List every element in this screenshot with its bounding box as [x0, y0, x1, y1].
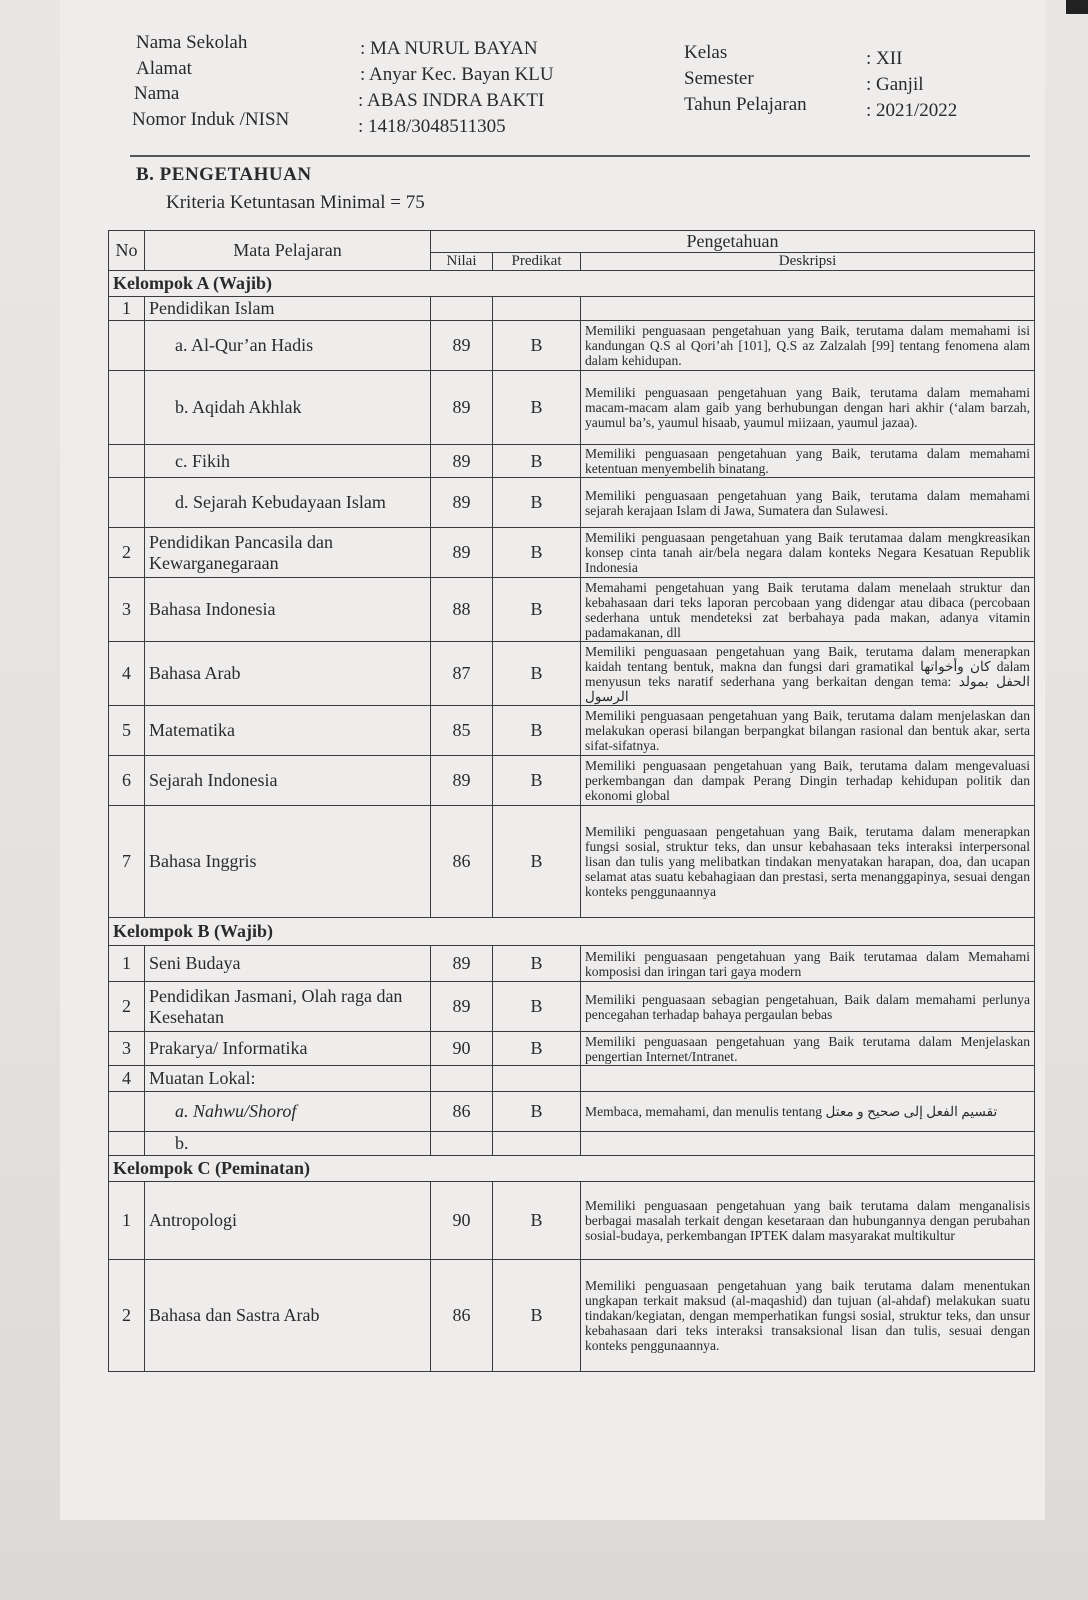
- description: Memiliki penguasaan pengetahuan yang Baik, terutama dalam memahami sejarah kerajaan Islam di Jawa, Sumatera dan Sulawesi.: [581, 478, 1035, 528]
- subject-name: Muatan Lokal:: [145, 1066, 431, 1092]
- row-number: 7: [109, 806, 145, 918]
- group-c-title: Kelompok C (Peminatan): [109, 1156, 1035, 1182]
- nisn-label: Nomor Induk /NISN: [132, 109, 290, 130]
- no-header: No: [109, 231, 145, 271]
- description-header: Deskripsi: [581, 253, 1035, 271]
- subject-name: a. Al-Qur’an Hadis: [145, 321, 431, 371]
- table-header-row: [109, 231, 1035, 253]
- score: 85: [431, 706, 493, 756]
- table-row: [109, 1132, 1035, 1156]
- table-row: [109, 642, 1035, 706]
- table-row: [109, 297, 1035, 321]
- row-number: 5: [109, 706, 145, 756]
- grade: B: [493, 1032, 581, 1066]
- group-row: [109, 918, 1035, 946]
- score: 89: [431, 321, 493, 371]
- description: Memiliki penguasaan pengetahuan yang Baik terutamaa dalam mengkreasikan konsep cinta tanah air/bela negara dalam konteks Negara Kesatuan Republik Indonesia: [581, 528, 1035, 578]
- group-a-title: Kelompok A (Wajib): [109, 271, 1035, 297]
- grade: B: [493, 982, 581, 1032]
- score-header: Nilai: [431, 253, 493, 271]
- subject-name: Pendidikan Islam: [145, 297, 431, 321]
- score: 86: [431, 1092, 493, 1132]
- school-year-value: : 2021/2022: [866, 100, 958, 121]
- class-value: : XII: [866, 48, 903, 69]
- group-row: [109, 1156, 1035, 1182]
- minimum-passing-criteria: Kriteria Ketuntasan Minimal = 75: [166, 192, 425, 213]
- subject-name: Pendidikan Pancasila dan Kewarganegaraan: [145, 528, 431, 578]
- row-number: 6: [109, 756, 145, 806]
- knowledge-grades-table: [108, 230, 1035, 1372]
- description: Memiliki penguasaan pengetahuan yang Baik, terutama dalam mengevaluasi perkembangan dan dampak Perang Dingin terhadap kehidupan politik dan ekonomi global: [581, 756, 1035, 806]
- school-year-label: Tahun Pelajaran: [684, 94, 807, 115]
- nisn-value: : 1418/3048511305: [358, 116, 506, 137]
- grade: B: [493, 806, 581, 918]
- table-row: [109, 478, 1035, 528]
- row-number: 2: [109, 982, 145, 1032]
- description: Memiliki penguasaan pengetahuan yang Baik, terutama dalam memahami isi kandungan Q.S al Qori’ah [101], Q.S az Zalzalah [99] tentang fenomena alam dalam kehidupan.: [581, 321, 1035, 371]
- subject-name: d. Sejarah Kebudayaan Islam: [145, 478, 431, 528]
- class-label: Kelas: [684, 42, 728, 63]
- row-number: 3: [109, 578, 145, 642]
- grade: B: [493, 445, 581, 478]
- row-number: 2: [109, 528, 145, 578]
- subject-name: Bahasa Inggris: [145, 806, 431, 918]
- header-divider: [130, 155, 1030, 157]
- description: Memiliki penguasaan pengetahuan yang Baik, terutama dalam memahami ketentuan menyembelih binatang.: [581, 445, 1035, 478]
- score: 89: [431, 982, 493, 1032]
- score: 89: [431, 371, 493, 445]
- score: 89: [431, 478, 493, 528]
- grade: B: [493, 1260, 581, 1372]
- row-number: 4: [109, 1066, 145, 1092]
- semester-value: : Ganjil: [866, 74, 924, 95]
- grade: B: [493, 371, 581, 445]
- grade: B: [493, 642, 581, 706]
- subject-name: Bahasa dan Sastra Arab: [145, 1260, 431, 1372]
- group-b-title: Kelompok B (Wajib): [109, 918, 1035, 946]
- grade: B: [493, 321, 581, 371]
- score: 87: [431, 642, 493, 706]
- description: Memiliki penguasaan sebagian pengetahuan, Baik dalam memahami perlunya pencegahan terhadap bahaya pergaulan bebas: [581, 982, 1035, 1032]
- row-number: 1: [109, 1182, 145, 1260]
- name-value: : ABAS INDRA BAKTI: [358, 90, 545, 111]
- grade: B: [493, 478, 581, 528]
- description: Memiliki penguasaan pengetahuan yang Baik, terutama dalam menerapkan kaidah tentang bentuk, makna dan fungsi dari gramatikal كان وأخواتها dalam menyusun teks naratif sederhana yang berkaitan dengan tema: الحفل بمولد الرسول: [581, 642, 1035, 706]
- section-title: B. PENGETAHUAN: [136, 164, 312, 185]
- row-number: 4: [109, 642, 145, 706]
- row-number: 2: [109, 1260, 145, 1372]
- subject-header: Mata Pelajaran: [145, 231, 431, 271]
- subject-name: c. Fikih: [145, 445, 431, 478]
- score: 88: [431, 578, 493, 642]
- subject-name: Bahasa Arab: [145, 642, 431, 706]
- description: Membaca, memahami, dan menulis tentang تقسيم الفعل إلى صحيح و معتل: [581, 1092, 1035, 1132]
- description: Memiliki penguasaan pengetahuan yang Baik terutama dalam Menjelaskan pengertian Internet/Intranet.: [581, 1032, 1035, 1066]
- address-value: : Anyar Kec. Bayan KLU: [360, 64, 554, 85]
- table-row: [109, 1032, 1035, 1066]
- score: 86: [431, 806, 493, 918]
- table-row: [109, 445, 1035, 478]
- table-row: [109, 578, 1035, 642]
- table-row: [109, 1066, 1035, 1092]
- row-number: 3: [109, 1032, 145, 1066]
- row-number: 1: [109, 946, 145, 982]
- subject-name: Bahasa Indonesia: [145, 578, 431, 642]
- grade: B: [493, 706, 581, 756]
- subject-name: b. Aqidah Akhlak: [145, 371, 431, 445]
- description: Memiliki penguasaan pengetahuan yang Baik, terutama dalam menerapkan fungsi sosial, struktur teks, dan unsur kebahasaan teks interaksi interpersonal lisan dan tulis yang melibatkan tindakan menyatakan harapan, doa, dan ucapan selamat atas suatu kebahagiaan dan prestasi, serta menanggapinya, sesuai dengan konteks penggunaannya: [581, 806, 1035, 918]
- grade: B: [493, 946, 581, 982]
- table-row: [109, 946, 1035, 982]
- subject-name: Seni Budaya: [145, 946, 431, 982]
- table-row: [109, 982, 1035, 1032]
- description: Memiliki penguasaan pengetahuan yang baik terutama dalam menentukan ungkapan terkait maksud (al-maqashid) dan tujuan (al-ahdaf) melakukan suatu tindakan/kegiatan, dengan memperhatikan fungsi sosial, struktur teks, dan unsur kebahasaan dari teks interaksi transaksional lisan dan tulis, sesuai dengan konteks penggunaannya.: [581, 1260, 1035, 1372]
- grade: B: [493, 578, 581, 642]
- description: Memiliki penguasaan pengetahuan yang Baik, terutama dalam menjelaskan dan melakukan operasi bilangan berpangkat bilangan rasional dan bentuk akar, serta sifat-sifatnya.: [581, 706, 1035, 756]
- grade: B: [493, 1182, 581, 1260]
- table-row: [109, 371, 1035, 445]
- score: 89: [431, 528, 493, 578]
- table-row: [109, 321, 1035, 371]
- grade: B: [493, 528, 581, 578]
- table-row: [109, 1182, 1035, 1260]
- score: 90: [431, 1182, 493, 1260]
- name-label: Nama: [134, 83, 180, 104]
- subject-name: Prakarya/ Informatika: [145, 1032, 431, 1066]
- table-row: [109, 528, 1035, 578]
- grade-header: Predikat: [493, 253, 581, 271]
- school-label: Nama Sekolah: [136, 32, 248, 53]
- grade: B: [493, 756, 581, 806]
- school-value: : MA NURUL BAYAN: [360, 38, 538, 59]
- semester-label: Semester: [684, 68, 754, 89]
- subject-name: Sejarah Indonesia: [145, 756, 431, 806]
- table-row: [109, 806, 1035, 918]
- description: Memiliki penguasaan pengetahuan yang Baik terutamaa dalam Memahami komposisi dan iringan tari gaya modern: [581, 946, 1035, 982]
- table-row: [109, 1092, 1035, 1132]
- subject-name: b.: [145, 1132, 431, 1156]
- table-row: [109, 756, 1035, 806]
- table-row: [109, 1260, 1035, 1372]
- grade: B: [493, 1092, 581, 1132]
- subject-name: Antropologi: [145, 1182, 431, 1260]
- score: 90: [431, 1032, 493, 1066]
- score: 86: [431, 1260, 493, 1372]
- score: 89: [431, 946, 493, 982]
- table-row: [109, 706, 1035, 756]
- knowledge-header: Pengetahuan: [431, 231, 1035, 253]
- score: 89: [431, 445, 493, 478]
- description: Memiliki penguasaan pengetahuan yang baik terutama dalam menganalisis berbagai masalah terkait dengan kesetaraan dan hubungannya dengan perubahan sosial-budaya, perkembangan IPTEK dalam masyarakat multikultur: [581, 1182, 1035, 1260]
- row-number: 1: [109, 297, 145, 321]
- subject-name: Pendidikan Jasmani, Olah raga dan Kesehatan: [145, 982, 431, 1032]
- description: Memahami pengetahuan yang Baik terutama dalam menelaah struktur dan kebahasaan dari teks laporan percobaan yang didengar atau dibaca (percobaan sederhana untuk mendeteksi zat berbahaya pada makan, adanya vitamin padamakanan, dll: [581, 578, 1035, 642]
- score: 89: [431, 756, 493, 806]
- description: Memiliki penguasaan pengetahuan yang Baik, terutama dalam memahami macam-macam alam gaib yang berhubungan dengan hari akhir (‘alam barzah, yaumul ba’s, yaumul hisaab, yaumul miizaan, yaumul jazaa).: [581, 371, 1035, 445]
- subject-name: a. Nahwu/Shorof: [145, 1092, 431, 1132]
- page-corner-mark: [1066, 0, 1088, 14]
- subject-name: Matematika: [145, 706, 431, 756]
- address-label: Alamat: [136, 58, 192, 79]
- group-row: [109, 271, 1035, 297]
